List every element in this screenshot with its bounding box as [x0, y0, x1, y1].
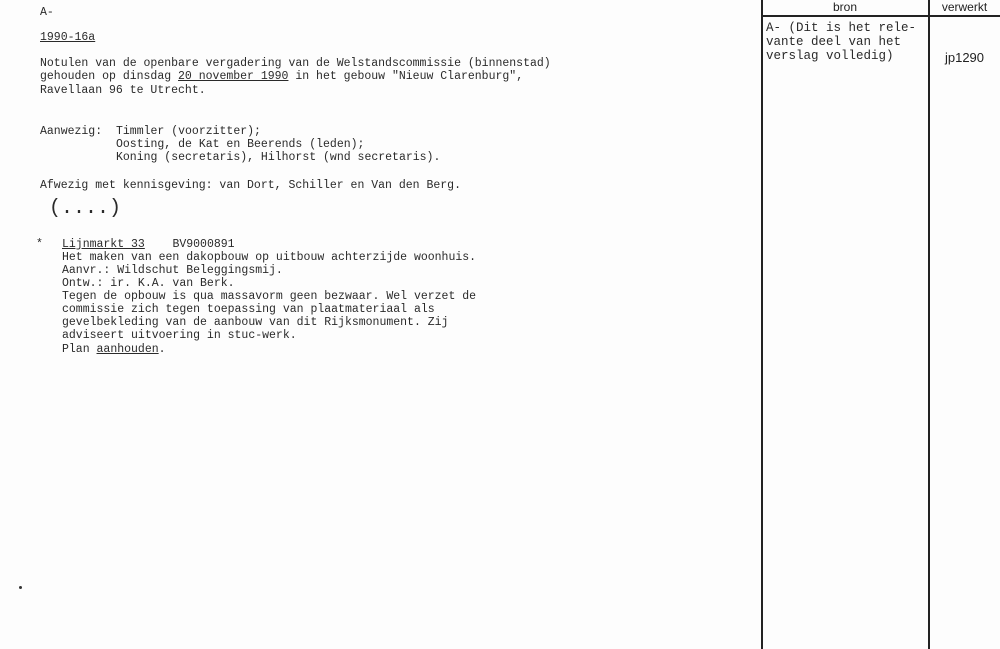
item-marker: *: [36, 238, 43, 251]
bron-line-3: verslag volledig): [766, 49, 894, 63]
bron-line-2: vante deel van het: [766, 35, 902, 49]
item-number: BV9000891: [172, 238, 235, 251]
present-line-1: Timmler (voorzitter);: [116, 125, 261, 138]
document-code: A-: [40, 6, 54, 19]
column-divider-left: [761, 0, 763, 649]
plan-action: aanhouden: [96, 343, 159, 356]
ellipsis-marker: (....): [49, 197, 122, 220]
item-plan-line: [62, 343, 166, 356]
intro-line-2: [40, 70, 523, 83]
document-reference: 1990-16a: [40, 31, 96, 44]
verwerkt-column-header: verwerkt: [941, 0, 988, 14]
intro-line-2-end: in het gebouw "Nieuw Clarenburg",: [288, 70, 524, 83]
intro-line-1: Notulen van de openbare vergadering van de Welstandscommissie (binnenstad): [40, 57, 551, 70]
item-line-4: Tegen de opbouw is qua massavorm geen bezwaar. Wel verzet de: [62, 290, 477, 303]
present-line-3: Koning (secretaris), Hilhorst (wnd secretaris).: [116, 151, 441, 164]
item-line-1: Het maken van een dakopbouw op uitbouw achterzijde woonhuis.: [62, 251, 477, 264]
item-street: Lijnmarkt 33: [62, 238, 145, 251]
item-line-7: adviseert uitvoering in stuc-werk.: [62, 329, 297, 342]
item-header: [62, 238, 235, 251]
intro-line-2-start: gehouden op dinsdag: [40, 70, 179, 83]
header-divider: [761, 15, 1000, 17]
plan-prefix: Plan: [62, 343, 97, 356]
plan-suffix: .: [158, 343, 166, 356]
item-line-6: gevelbekleding van de aanbouw van dit Rijksmonument. Zij: [62, 316, 449, 329]
intro-line-3: Ravellaan 96 te Utrecht.: [40, 84, 206, 97]
scan-speck: [19, 586, 22, 589]
column-divider-right: [928, 0, 930, 649]
item-line-2: Aanvr.: Wildschut Beleggingsmij.: [62, 264, 283, 277]
item-line-5: commissie zich tegen toepassing van plaatmateriaal als: [62, 303, 435, 316]
meeting-date: 20 november 1990: [178, 70, 289, 83]
verwerkt-value: jp1290: [944, 50, 985, 65]
bron-line-1: A- (Dit is het rele-: [766, 21, 917, 35]
present-label: Aanwezig:: [40, 125, 103, 138]
present-line-2: Oosting, de Kat en Beerends (leden);: [116, 138, 365, 151]
item-line-3: Ontw.: ir. K.A. van Berk.: [62, 277, 235, 290]
absent-line: Afwezig met kennisgeving: van Dort, Schiller en Van den Berg.: [40, 179, 461, 192]
bron-column-header: bron: [832, 0, 858, 14]
